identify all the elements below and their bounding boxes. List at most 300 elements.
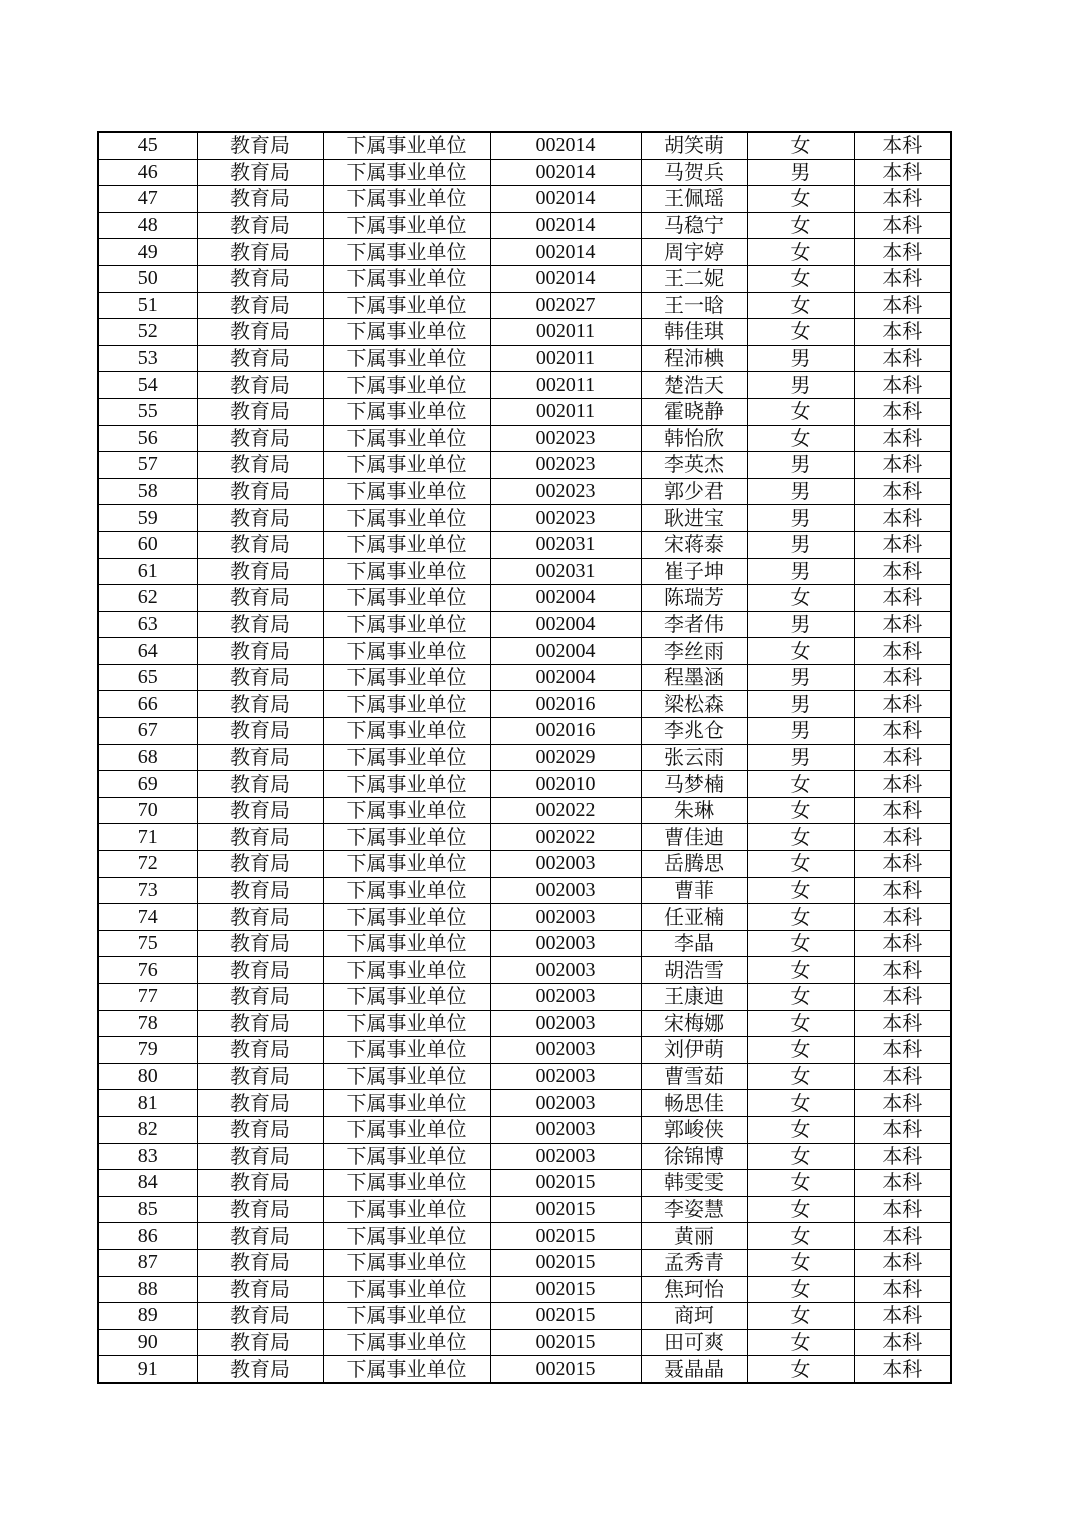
cell-unit: 下属事业单位 — [323, 1090, 490, 1117]
cell-education: 本科 — [854, 984, 951, 1011]
cell-number: 54 — [98, 372, 197, 399]
cell-name: 李晶 — [641, 930, 747, 957]
cell-number: 59 — [98, 505, 197, 532]
table-row — [98, 265, 951, 292]
cell-unit: 下属事业单位 — [323, 691, 490, 718]
cell-gender: 女 — [747, 1143, 854, 1170]
cell-unit: 下属事业单位 — [323, 265, 490, 292]
table-row — [98, 1116, 951, 1143]
cell-position-code: 002003 — [490, 1063, 641, 1090]
cell-department: 教育局 — [197, 239, 323, 266]
cell-number: 47 — [98, 186, 197, 213]
cell-gender: 女 — [747, 957, 854, 984]
cell-position-code: 002004 — [490, 664, 641, 691]
cell-education: 本科 — [854, 1010, 951, 1037]
cell-gender: 女 — [747, 1170, 854, 1197]
cell-department: 教育局 — [197, 824, 323, 851]
cell-position-code: 002011 — [490, 319, 641, 346]
cell-number: 45 — [98, 132, 197, 159]
cell-name: 王佩瑶 — [641, 186, 747, 213]
cell-name: 韩雯雯 — [641, 1170, 747, 1197]
table-row — [98, 904, 951, 931]
cell-department: 教育局 — [197, 797, 323, 824]
cell-number: 66 — [98, 691, 197, 718]
cell-unit: 下属事业单位 — [323, 1143, 490, 1170]
cell-gender: 男 — [747, 718, 854, 745]
cell-number: 84 — [98, 1170, 197, 1197]
cell-position-code: 002011 — [490, 345, 641, 372]
cell-name: 宋梅娜 — [641, 1010, 747, 1037]
cell-department: 教育局 — [197, 664, 323, 691]
cell-department: 教育局 — [197, 132, 323, 159]
cell-gender: 女 — [747, 771, 854, 798]
cell-number: 61 — [98, 558, 197, 585]
cell-position-code: 002015 — [490, 1170, 641, 1197]
cell-gender: 女 — [747, 877, 854, 904]
table-row — [98, 558, 951, 585]
cell-name: 周宇婷 — [641, 239, 747, 266]
cell-unit: 下属事业单位 — [323, 505, 490, 532]
cell-position-code: 002011 — [490, 372, 641, 399]
cell-gender: 女 — [747, 265, 854, 292]
cell-number: 48 — [98, 212, 197, 239]
table-row — [98, 957, 951, 984]
table-row — [98, 984, 951, 1011]
cell-name: 徐锦博 — [641, 1143, 747, 1170]
cell-number: 88 — [98, 1276, 197, 1303]
cell-unit: 下属事业单位 — [323, 372, 490, 399]
cell-education: 本科 — [854, 1090, 951, 1117]
cell-name: 黄丽 — [641, 1223, 747, 1250]
table-row — [98, 425, 951, 452]
cell-gender: 女 — [747, 1196, 854, 1223]
cell-education: 本科 — [854, 1276, 951, 1303]
cell-gender: 女 — [747, 1249, 854, 1276]
cell-name: 焦珂怡 — [641, 1276, 747, 1303]
table-row — [98, 505, 951, 532]
cell-position-code: 002003 — [490, 930, 641, 957]
cell-unit: 下属事业单位 — [323, 744, 490, 771]
cell-name: 王一晗 — [641, 292, 747, 319]
cell-department: 教育局 — [197, 212, 323, 239]
table-row — [98, 159, 951, 186]
cell-unit: 下属事业单位 — [323, 797, 490, 824]
roster-table — [97, 131, 952, 1384]
cell-education: 本科 — [854, 478, 951, 505]
cell-department: 教育局 — [197, 558, 323, 585]
cell-position-code: 002014 — [490, 212, 641, 239]
cell-education: 本科 — [854, 851, 951, 878]
table-row — [98, 1010, 951, 1037]
table-row — [98, 824, 951, 851]
cell-number: 74 — [98, 904, 197, 931]
cell-education: 本科 — [854, 771, 951, 798]
cell-gender: 男 — [747, 558, 854, 585]
cell-unit: 下属事业单位 — [323, 771, 490, 798]
cell-name: 胡浩雪 — [641, 957, 747, 984]
cell-position-code: 002015 — [490, 1249, 641, 1276]
cell-unit: 下属事业单位 — [323, 1329, 490, 1356]
cell-education: 本科 — [854, 452, 951, 479]
cell-gender: 男 — [747, 611, 854, 638]
cell-position-code: 002023 — [490, 505, 641, 532]
cell-number: 69 — [98, 771, 197, 798]
cell-name: 商珂 — [641, 1303, 747, 1330]
table-row — [98, 1223, 951, 1250]
cell-position-code: 002003 — [490, 1090, 641, 1117]
table-row — [98, 797, 951, 824]
cell-gender: 女 — [747, 638, 854, 665]
cell-number: 77 — [98, 984, 197, 1011]
cell-education: 本科 — [854, 1037, 951, 1064]
cell-position-code: 002031 — [490, 531, 641, 558]
cell-education: 本科 — [854, 638, 951, 665]
cell-gender: 男 — [747, 744, 854, 771]
cell-name: 程沛椣 — [641, 345, 747, 372]
table-row — [98, 1249, 951, 1276]
cell-gender: 男 — [747, 664, 854, 691]
cell-education: 本科 — [854, 132, 951, 159]
cell-gender: 女 — [747, 930, 854, 957]
cell-gender: 女 — [747, 585, 854, 612]
cell-department: 教育局 — [197, 930, 323, 957]
cell-department: 教育局 — [197, 159, 323, 186]
table-row — [98, 718, 951, 745]
cell-department: 教育局 — [197, 505, 323, 532]
cell-position-code: 002027 — [490, 292, 641, 319]
cell-education: 本科 — [854, 930, 951, 957]
cell-department: 教育局 — [197, 611, 323, 638]
cell-unit: 下属事业单位 — [323, 984, 490, 1011]
cell-name: 李姿慧 — [641, 1196, 747, 1223]
cell-department: 教育局 — [197, 1223, 323, 1250]
cell-number: 75 — [98, 930, 197, 957]
cell-number: 53 — [98, 345, 197, 372]
cell-department: 教育局 — [197, 957, 323, 984]
cell-education: 本科 — [854, 372, 951, 399]
cell-department: 教育局 — [197, 1303, 323, 1330]
cell-unit: 下属事业单位 — [323, 611, 490, 638]
table-row — [98, 771, 951, 798]
cell-name: 崔子坤 — [641, 558, 747, 585]
cell-number: 57 — [98, 452, 197, 479]
cell-unit: 下属事业单位 — [323, 478, 490, 505]
cell-gender: 女 — [747, 1303, 854, 1330]
cell-gender: 男 — [747, 372, 854, 399]
cell-name: 朱琳 — [641, 797, 747, 824]
cell-education: 本科 — [854, 1063, 951, 1090]
table-row — [98, 292, 951, 319]
cell-department: 教育局 — [197, 744, 323, 771]
cell-unit: 下属事业单位 — [323, 1196, 490, 1223]
cell-unit: 下属事业单位 — [323, 1010, 490, 1037]
cell-unit: 下属事业单位 — [323, 877, 490, 904]
cell-department: 教育局 — [197, 718, 323, 745]
cell-gender: 女 — [747, 1090, 854, 1117]
table-row — [98, 1356, 951, 1383]
cell-department: 教育局 — [197, 1063, 323, 1090]
cell-education: 本科 — [854, 797, 951, 824]
cell-position-code: 002016 — [490, 718, 641, 745]
table-row — [98, 930, 951, 957]
cell-name: 胡笑萌 — [641, 132, 747, 159]
table-row — [98, 452, 951, 479]
cell-unit: 下属事业单位 — [323, 239, 490, 266]
cell-unit: 下属事业单位 — [323, 186, 490, 213]
cell-unit: 下属事业单位 — [323, 452, 490, 479]
table-row — [98, 398, 951, 425]
cell-education: 本科 — [854, 1170, 951, 1197]
cell-department: 教育局 — [197, 585, 323, 612]
cell-position-code: 002003 — [490, 851, 641, 878]
cell-education: 本科 — [854, 319, 951, 346]
cell-education: 本科 — [854, 1143, 951, 1170]
table-row — [98, 1276, 951, 1303]
cell-department: 教育局 — [197, 904, 323, 931]
cell-department: 教育局 — [197, 425, 323, 452]
cell-position-code: 002022 — [490, 824, 641, 851]
cell-number: 82 — [98, 1116, 197, 1143]
cell-gender: 男 — [747, 345, 854, 372]
table-row — [98, 611, 951, 638]
cell-position-code: 002011 — [490, 398, 641, 425]
cell-name: 马梦楠 — [641, 771, 747, 798]
cell-gender: 女 — [747, 398, 854, 425]
cell-education: 本科 — [854, 611, 951, 638]
cell-position-code: 002014 — [490, 132, 641, 159]
table-row — [98, 1196, 951, 1223]
cell-number: 89 — [98, 1303, 197, 1330]
cell-name: 聂晶晶 — [641, 1356, 747, 1383]
cell-unit: 下属事业单位 — [323, 1223, 490, 1250]
cell-name: 郭少君 — [641, 478, 747, 505]
table-row — [98, 877, 951, 904]
cell-number: 78 — [98, 1010, 197, 1037]
cell-education: 本科 — [854, 1249, 951, 1276]
cell-number: 55 — [98, 398, 197, 425]
cell-education: 本科 — [854, 186, 951, 213]
cell-number: 91 — [98, 1356, 197, 1383]
cell-position-code: 002031 — [490, 558, 641, 585]
cell-name: 王康迪 — [641, 984, 747, 1011]
cell-number: 64 — [98, 638, 197, 665]
cell-name: 程墨涵 — [641, 664, 747, 691]
cell-unit: 下属事业单位 — [323, 425, 490, 452]
cell-unit: 下属事业单位 — [323, 585, 490, 612]
cell-department: 教育局 — [197, 186, 323, 213]
cell-education: 本科 — [854, 425, 951, 452]
cell-position-code: 002015 — [490, 1356, 641, 1383]
cell-name: 孟秀青 — [641, 1249, 747, 1276]
cell-position-code: 002010 — [490, 771, 641, 798]
table-row — [98, 1329, 951, 1356]
cell-department: 教育局 — [197, 319, 323, 346]
cell-education: 本科 — [854, 398, 951, 425]
cell-number: 79 — [98, 1037, 197, 1064]
cell-name: 曹菲 — [641, 877, 747, 904]
cell-department: 教育局 — [197, 372, 323, 399]
table-row — [98, 132, 951, 159]
cell-number: 70 — [98, 797, 197, 824]
cell-number: 81 — [98, 1090, 197, 1117]
cell-education: 本科 — [854, 239, 951, 266]
cell-name: 畅思佳 — [641, 1090, 747, 1117]
cell-unit: 下属事业单位 — [323, 1037, 490, 1064]
cell-position-code: 002022 — [490, 797, 641, 824]
cell-position-code: 002003 — [490, 984, 641, 1011]
cell-gender: 女 — [747, 239, 854, 266]
cell-gender: 女 — [747, 1116, 854, 1143]
cell-gender: 女 — [747, 797, 854, 824]
cell-number: 63 — [98, 611, 197, 638]
cell-name: 田可爽 — [641, 1329, 747, 1356]
cell-name: 陈瑞芳 — [641, 585, 747, 612]
cell-education: 本科 — [854, 904, 951, 931]
cell-education: 本科 — [854, 585, 951, 612]
cell-department: 教育局 — [197, 265, 323, 292]
cell-position-code: 002015 — [490, 1329, 641, 1356]
cell-name: 李英杰 — [641, 452, 747, 479]
cell-department: 教育局 — [197, 638, 323, 665]
cell-education: 本科 — [854, 1223, 951, 1250]
cell-department: 教育局 — [197, 531, 323, 558]
cell-unit: 下属事业单位 — [323, 1063, 490, 1090]
table-row — [98, 345, 951, 372]
cell-department: 教育局 — [197, 1170, 323, 1197]
cell-education: 本科 — [854, 664, 951, 691]
cell-department: 教育局 — [197, 771, 323, 798]
cell-name: 楚浩天 — [641, 372, 747, 399]
table-row — [98, 744, 951, 771]
cell-name: 曹佳迪 — [641, 824, 747, 851]
cell-gender: 女 — [747, 824, 854, 851]
cell-education: 本科 — [854, 824, 951, 851]
cell-gender: 女 — [747, 1223, 854, 1250]
cell-number: 68 — [98, 744, 197, 771]
cell-education: 本科 — [854, 1356, 951, 1383]
cell-unit: 下属事业单位 — [323, 824, 490, 851]
cell-gender: 女 — [747, 1329, 854, 1356]
cell-name: 李者伟 — [641, 611, 747, 638]
cell-number: 60 — [98, 531, 197, 558]
cell-unit: 下属事业单位 — [323, 638, 490, 665]
cell-unit: 下属事业单位 — [323, 930, 490, 957]
cell-position-code: 002029 — [490, 744, 641, 771]
table-row — [98, 585, 951, 612]
cell-education: 本科 — [854, 558, 951, 585]
cell-name: 马稳宁 — [641, 212, 747, 239]
cell-unit: 下属事业单位 — [323, 531, 490, 558]
cell-unit: 下属事业单位 — [323, 664, 490, 691]
table-row — [98, 319, 951, 346]
cell-department: 教育局 — [197, 345, 323, 372]
cell-number: 80 — [98, 1063, 197, 1090]
cell-position-code: 002015 — [490, 1196, 641, 1223]
cell-name: 王二妮 — [641, 265, 747, 292]
cell-gender: 女 — [747, 212, 854, 239]
cell-gender: 男 — [747, 478, 854, 505]
cell-name: 李丝雨 — [641, 638, 747, 665]
cell-number: 72 — [98, 851, 197, 878]
cell-unit: 下属事业单位 — [323, 1303, 490, 1330]
cell-education: 本科 — [854, 345, 951, 372]
cell-number: 62 — [98, 585, 197, 612]
cell-name: 任亚楠 — [641, 904, 747, 931]
cell-department: 教育局 — [197, 1090, 323, 1117]
cell-gender: 女 — [747, 1010, 854, 1037]
cell-education: 本科 — [854, 1303, 951, 1330]
cell-education: 本科 — [854, 1196, 951, 1223]
cell-gender: 男 — [747, 505, 854, 532]
cell-unit: 下属事业单位 — [323, 1116, 490, 1143]
cell-position-code: 002003 — [490, 1143, 641, 1170]
cell-number: 85 — [98, 1196, 197, 1223]
cell-education: 本科 — [854, 159, 951, 186]
cell-name: 刘伊萌 — [641, 1037, 747, 1064]
cell-position-code: 002015 — [490, 1303, 641, 1330]
table-row — [98, 531, 951, 558]
cell-department: 教育局 — [197, 691, 323, 718]
cell-number: 65 — [98, 664, 197, 691]
cell-position-code: 002004 — [490, 611, 641, 638]
cell-unit: 下属事业单位 — [323, 1170, 490, 1197]
cell-number: 49 — [98, 239, 197, 266]
table-row — [98, 1063, 951, 1090]
cell-position-code: 002014 — [490, 239, 641, 266]
cell-department: 教育局 — [197, 1196, 323, 1223]
cell-unit: 下属事业单位 — [323, 1356, 490, 1383]
cell-unit: 下属事业单位 — [323, 718, 490, 745]
cell-gender: 女 — [747, 186, 854, 213]
cell-department: 教育局 — [197, 1249, 323, 1276]
cell-department: 教育局 — [197, 1356, 323, 1383]
cell-position-code: 002014 — [490, 186, 641, 213]
cell-gender: 女 — [747, 1037, 854, 1064]
cell-unit: 下属事业单位 — [323, 159, 490, 186]
cell-department: 教育局 — [197, 292, 323, 319]
cell-position-code: 002003 — [490, 957, 641, 984]
cell-number: 76 — [98, 957, 197, 984]
cell-name: 张云雨 — [641, 744, 747, 771]
cell-gender: 女 — [747, 292, 854, 319]
cell-position-code: 002003 — [490, 1116, 641, 1143]
cell-name: 耿进宝 — [641, 505, 747, 532]
table-row — [98, 478, 951, 505]
cell-gender: 女 — [747, 1356, 854, 1383]
cell-name: 韩怡欣 — [641, 425, 747, 452]
cell-position-code: 002014 — [490, 265, 641, 292]
cell-unit: 下属事业单位 — [323, 398, 490, 425]
cell-department: 教育局 — [197, 1116, 323, 1143]
cell-education: 本科 — [854, 877, 951, 904]
cell-name: 岳腾思 — [641, 851, 747, 878]
cell-education: 本科 — [854, 1329, 951, 1356]
table-row — [98, 1143, 951, 1170]
cell-education: 本科 — [854, 691, 951, 718]
table-row — [98, 1303, 951, 1330]
cell-department: 教育局 — [197, 478, 323, 505]
table-row — [98, 664, 951, 691]
cell-gender: 男 — [747, 452, 854, 479]
cell-position-code: 002004 — [490, 638, 641, 665]
table-row — [98, 638, 951, 665]
cell-department: 教育局 — [197, 1010, 323, 1037]
cell-position-code: 002004 — [490, 585, 641, 612]
cell-number: 87 — [98, 1249, 197, 1276]
cell-gender: 女 — [747, 132, 854, 159]
cell-position-code: 002015 — [490, 1223, 641, 1250]
table-row — [98, 212, 951, 239]
